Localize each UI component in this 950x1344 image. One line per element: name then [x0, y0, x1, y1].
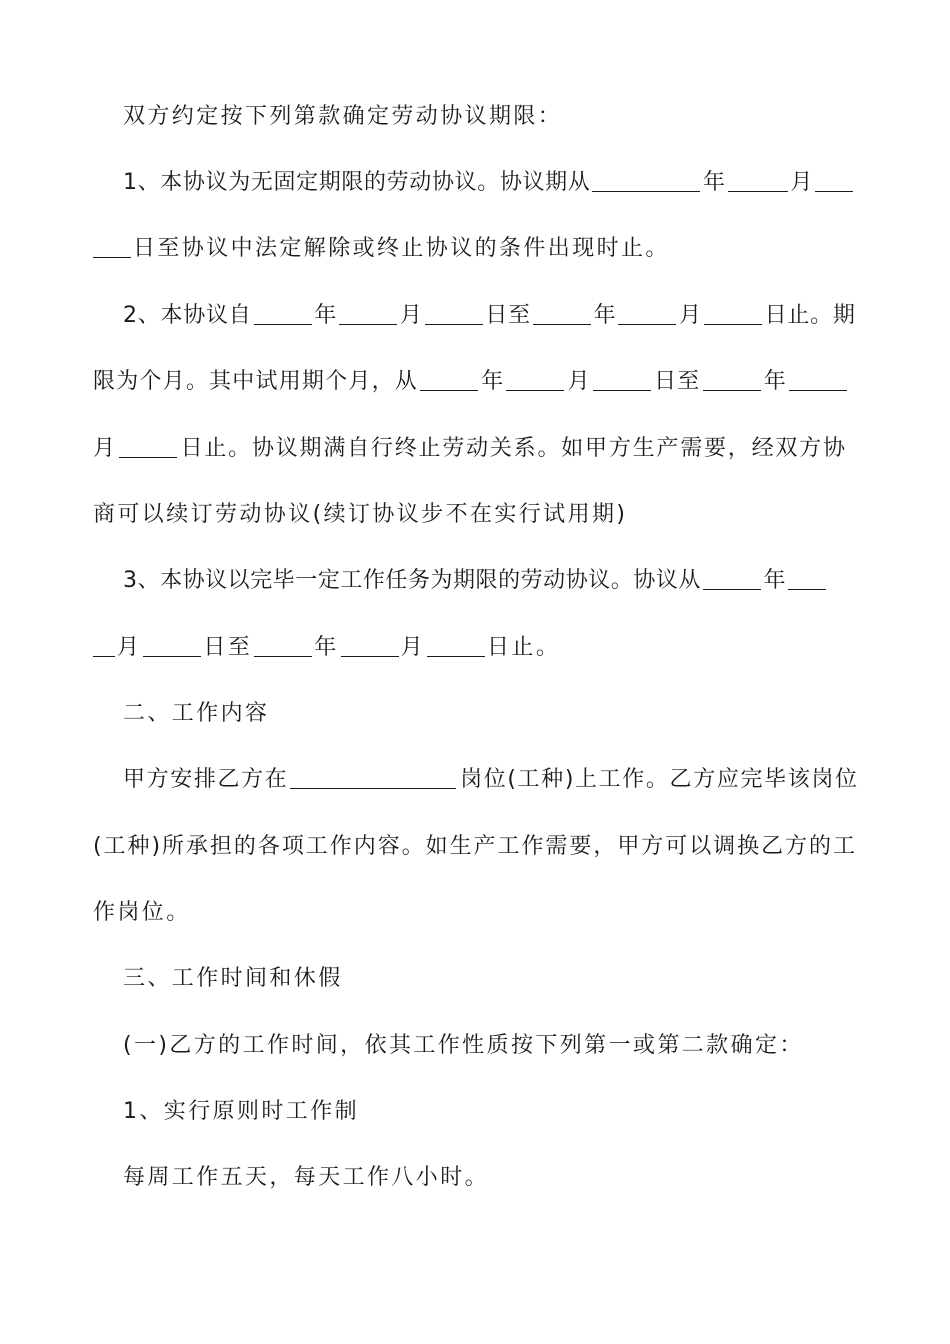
text: 限为个月。其中试用期个月，从 [93, 369, 418, 394]
blank-field[interactable] [254, 632, 312, 657]
text: 二、工作内容 [123, 701, 270, 726]
text: 甲方安排乙方在 [123, 767, 289, 792]
paragraph-weekly-schedule [123, 1162, 893, 1194]
text: 日至 [652, 369, 701, 394]
text: 1、实行原则时工作制 [123, 1099, 359, 1124]
text: 年 [480, 369, 505, 394]
section-heading-working-hours [123, 963, 893, 995]
blank-field[interactable] [815, 167, 853, 192]
paragraph-term-selection [123, 101, 893, 133]
blank-field[interactable] [420, 366, 478, 391]
blank-field[interactable] [119, 433, 177, 458]
blank-field[interactable] [93, 632, 115, 657]
blank-field[interactable] [506, 366, 564, 391]
blank-field[interactable] [703, 565, 761, 590]
blank-field[interactable] [427, 632, 485, 657]
paragraph-clause-1-line-2 [93, 233, 863, 265]
text: 年 [313, 303, 338, 328]
text: 月 [117, 635, 142, 660]
text: 日至协议中法定解除或终止协议的条件出现时止。 [133, 236, 670, 261]
text: 月 [566, 369, 591, 394]
text: (一)乙方的工作时间，依其工作性质按下列第一或第二款确定： [123, 1033, 804, 1058]
paragraph-clause-2-line-2 [93, 366, 847, 398]
text: 月 [678, 303, 702, 328]
text: 日至 [484, 303, 531, 328]
paragraph-clause-1-line-1 [123, 167, 855, 199]
blank-field[interactable] [290, 764, 456, 789]
text: 年 [762, 369, 787, 394]
blank-field[interactable] [143, 632, 201, 657]
blank-field[interactable] [593, 366, 651, 391]
text: (工种)所承担的各项工作内容。如生产工作需要，甲方可以调换乙方的工 [93, 834, 855, 859]
paragraph-work-content-line-3 [93, 897, 863, 929]
text: 年 [592, 303, 617, 328]
blank-field[interactable] [788, 565, 826, 590]
paragraph-work-content-line-2 [93, 831, 855, 863]
text: 每周工作五天，每天工作八小时。 [123, 1165, 490, 1190]
text: 日至 [203, 635, 253, 660]
text: 年 [702, 170, 726, 195]
text: 年 [762, 568, 786, 593]
text: 双方约定按下列第款确定劳动协议期限： [123, 104, 563, 129]
text: 商可以续订劳动协议(续订协议步不在实行试用期) [93, 502, 628, 527]
paragraph-clause-2-line-4 [93, 499, 863, 531]
text: 月 [399, 303, 423, 328]
text: 岗位(工种)上工作。乙方应完毕该岗位 [458, 767, 857, 792]
text: 3、本协议以完毕一定工作任务为期限的劳动协议。协议从 [123, 568, 701, 593]
blank-field[interactable] [592, 167, 700, 192]
blank-field[interactable] [728, 167, 788, 192]
text: 作岗位。 [93, 900, 191, 925]
paragraph-working-time [123, 1030, 893, 1062]
paragraph-clause-3-line-1 [123, 565, 826, 597]
paragraph-clause-2-line-3 [93, 433, 845, 465]
blank-field[interactable] [254, 300, 312, 325]
blank-field[interactable] [704, 300, 762, 325]
section-heading-work-content [123, 698, 893, 730]
paragraph-standard-hours [123, 1096, 893, 1128]
text: 月 [93, 436, 117, 461]
text: 2、本协议自 [123, 303, 252, 328]
text: 月 [400, 635, 426, 660]
paragraph-work-content-line-1 [123, 764, 857, 796]
blank-field[interactable] [533, 300, 591, 325]
text: 年 [314, 635, 339, 660]
blank-field[interactable] [425, 300, 483, 325]
paragraph-clause-2-line-1 [123, 300, 855, 332]
blank-field[interactable] [618, 300, 676, 325]
blank-field[interactable] [339, 300, 397, 325]
blank-field[interactable] [93, 233, 131, 258]
text: 日止。 [487, 635, 561, 660]
text: 1、本协议为无固定期限的劳动协议。协议期从 [123, 170, 591, 195]
blank-field[interactable] [789, 366, 847, 391]
text: 日止。期 [763, 303, 855, 328]
blank-field[interactable] [341, 632, 399, 657]
blank-field[interactable] [703, 366, 761, 391]
paragraph-clause-3-line-2 [93, 632, 863, 664]
text: 三、工作时间和休假 [123, 966, 343, 991]
text: 月 [789, 170, 813, 195]
text: 日止。协议期满自行终止劳动关系。如甲方生产需要，经双方协 [178, 436, 845, 461]
